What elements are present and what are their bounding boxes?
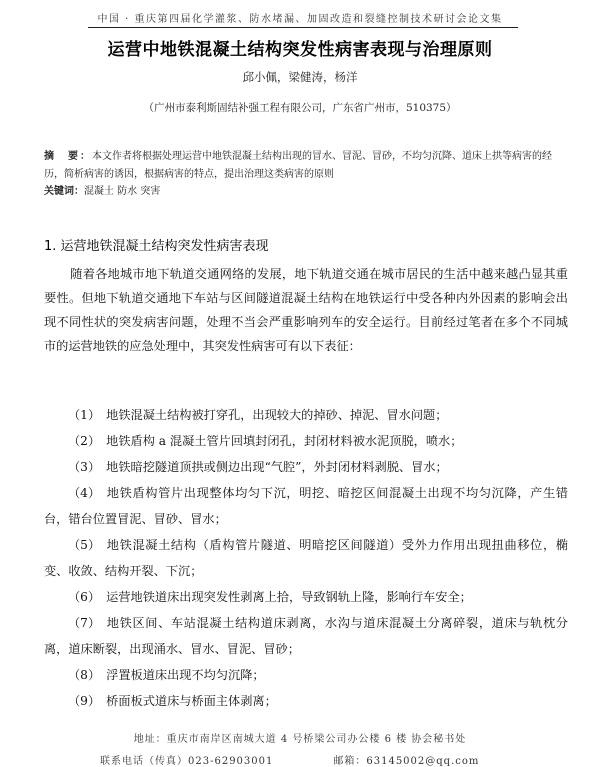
list-item (44, 480, 568, 532)
header-rule (88, 27, 518, 28)
body-paragraph-text: 随着各地城市地下轨道交通网络的发展，地下轨道交通在城市居民的生活中越来越凸显其重要性。但地下轨道交通地下车站与区间隧道混凝土结构在地铁运行中受各种内外因素的影响会出现不同性状的突发病害问题，处理不当会严重影响列车的安全运行。目前经过笔者在多个不同城市的运营地铁的应急处理中，其突发性病害可有以下表征： (44, 267, 568, 353)
abstract-text: 本文作者将根据处理运营中地铁混凝土结构出现的冒水、冒泥、冒砂，不均匀沉降、道床上拱等病害的经历，简析病害的诱因，根据病害的特点，提出治理这类病害的原则 (44, 151, 552, 180)
list-item (44, 610, 568, 662)
keywords-text: 混凝土 防水 突害 (84, 186, 161, 197)
keywords (44, 184, 568, 200)
list-item (44, 402, 568, 428)
list-item-text: 桥面板式道床与桥面主体剥离； (106, 694, 277, 708)
paper-affiliation: （广州市泰利斯固结补强工程有限公司，广东省广州市，510375） (143, 102, 457, 114)
list-item-text: 地铁盾构 a 混凝土管片回填封闭孔，封闭材料被水泥顶脱，喷水； (106, 434, 463, 448)
list-item-number: （6） (68, 590, 101, 604)
list-item (44, 454, 568, 480)
abstract-label: 摘 要： (44, 151, 92, 162)
list-item-number: （3） (68, 460, 101, 474)
list-item (44, 662, 568, 688)
list-item-text: 地铁暗挖隧道顶拱或侧边出现“气腔”，外封闭材料剥脱、冒水； (106, 460, 448, 474)
body-paragraph (44, 262, 568, 358)
list-item-number: （8） (68, 668, 101, 682)
list-item-number: （9） (68, 694, 101, 708)
running-header: 中国 · 重庆第四届化学灌浆、防水堵漏、加固改造和裂缝控制技术研讨会论文集 (97, 14, 503, 25)
paper-title: 运营中地铁混凝土结构突发性病害表现与治理原则 (107, 40, 493, 60)
footer-address: 地址：重庆市南岸区南城大道 4 号桥梁公司办公楼 6 楼 协会秘书处 (133, 734, 467, 745)
list-item-number: （4） (68, 486, 101, 500)
list-item-number: （2） (68, 434, 101, 448)
list-item-text: 地铁混凝土结构被打穿孔，出现较大的掉砂、掉泥、冒水问题； (106, 408, 448, 422)
list-item-text: 地铁区间、车站混凝土结构道床剥离，水沟与道床混凝土分离碎裂，道床与轨枕分离，道床断裂，出现涌水、冒水、冒泥、冒砂； (44, 616, 568, 656)
paper-authors: 邱小佩，梁健涛，杨洋 (242, 70, 358, 84)
list-item (44, 584, 568, 610)
list-item-number: （1） (68, 408, 101, 422)
list-item (44, 688, 568, 714)
list-item (44, 428, 568, 454)
symptom-list (44, 402, 568, 714)
abstract (44, 148, 568, 184)
list-item-text: 地铁混凝土结构（盾构管片隧道、明暗挖区间隧道）受外力作用出现扭曲移位，椭变、收敛、结构开裂、下沉； (44, 538, 568, 578)
footer-contact (100, 752, 560, 767)
footer-phone: 联系电话（传真）023-62903001 (100, 756, 274, 767)
list-item-number: （5） (68, 538, 101, 552)
list-item-text: 运营地铁道床出现突发性剥离上拾，导致钢轨上隆，影响行车安全； (106, 590, 472, 604)
footer-email: 邮箱：63145002@qq.com (333, 756, 480, 767)
list-item (44, 532, 568, 584)
list-item-text: 浮置板道床出现不均匀沉降； (106, 668, 265, 682)
list-item-text: 地铁盾构管片出现整体均匀下沉，明挖、暗挖区间混凝土出现不均匀沉降，产生错台，错台位置冒泥、冒砂、冒水； (44, 486, 568, 526)
list-item-number: （7） (68, 616, 101, 630)
section-heading: 1. 运营地铁混凝土结构突发性病害表现 (44, 239, 269, 254)
keywords-label: 关键词： (44, 186, 84, 197)
